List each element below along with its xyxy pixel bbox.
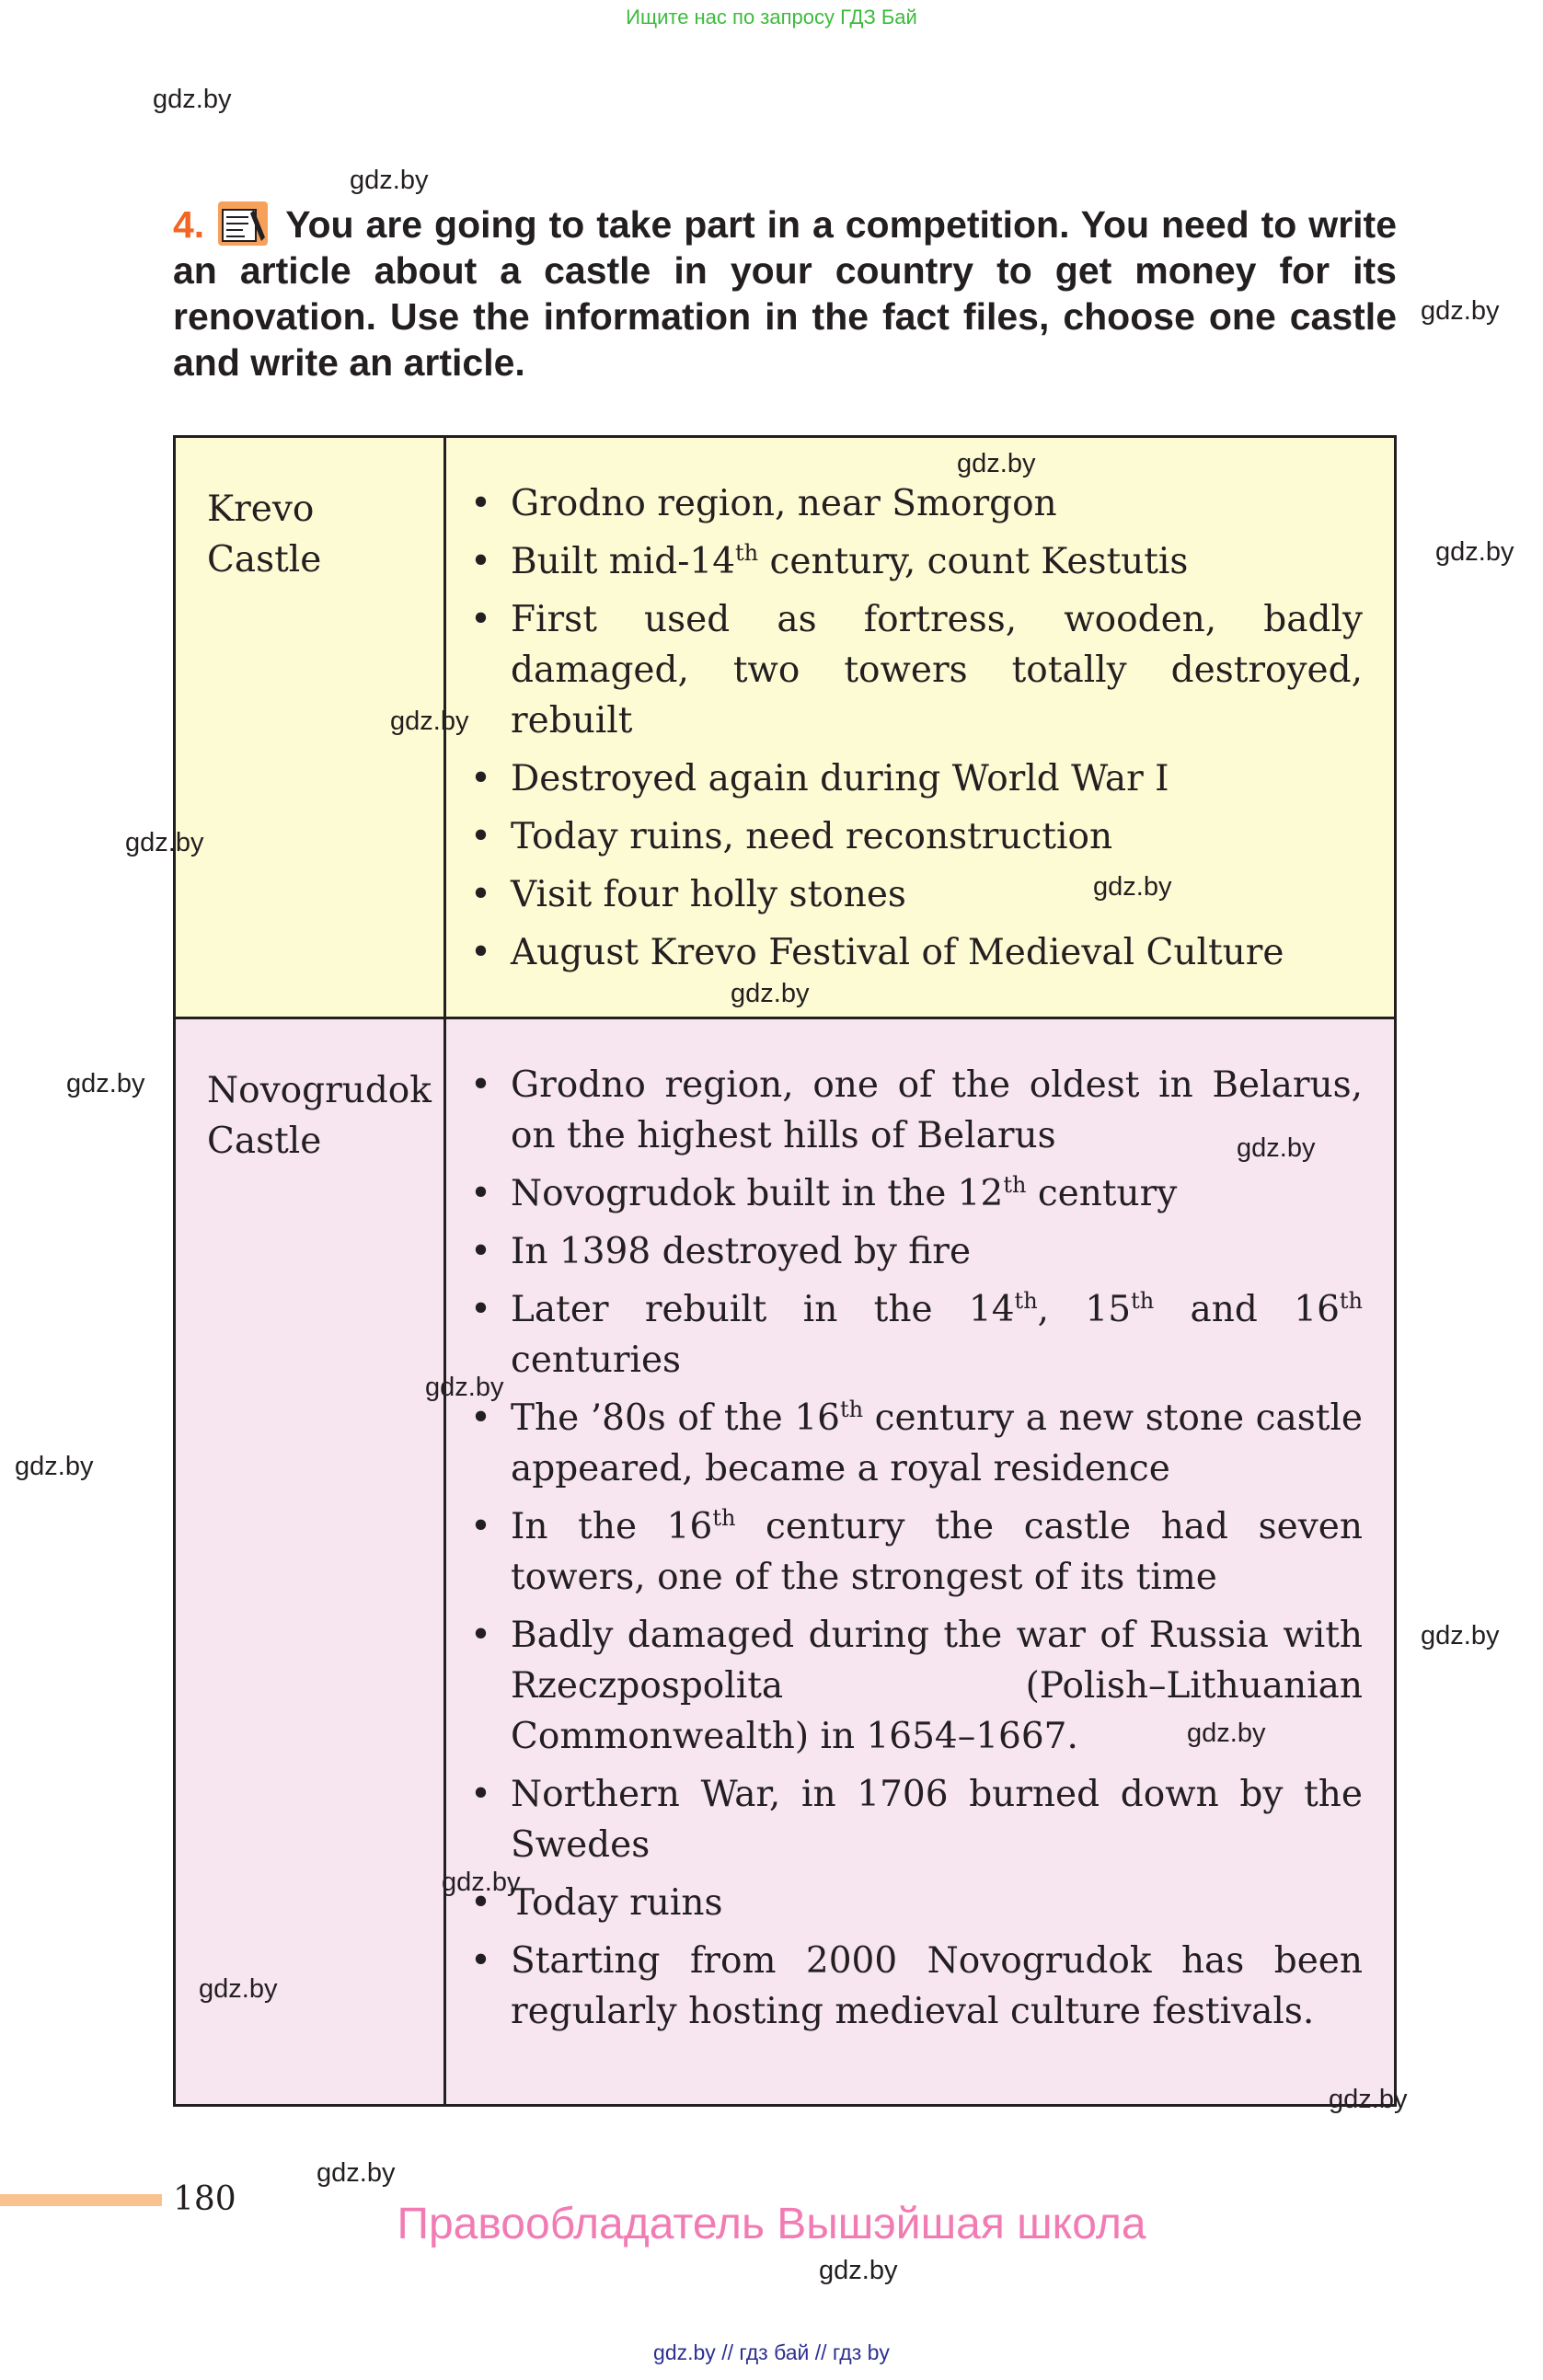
task-number: 4.: [173, 203, 205, 246]
footer-links[interactable]: gdz.by // гдз бай // гдз by: [653, 2340, 890, 2364]
watermark: gdz.by: [731, 979, 810, 1008]
fact-file-krevo: [175, 437, 1396, 1018]
watermark: gdz.by: [1421, 1621, 1500, 1650]
watermark: gdz.by: [957, 449, 1036, 478]
watermark: gdz.by: [1187, 1719, 1266, 1748]
castle-name-cell: [175, 1018, 445, 2106]
castle-name: Novogrudok: [207, 1070, 432, 1111]
fact-item: • Northern War, in 1706 burned down by the Swedes: [470, 1769, 1363, 1870]
fact-item: • Today ruins: [470, 1878, 1363, 1928]
top-banner[interactable]: Ищите нас по запросу ГДЗ Бай: [626, 6, 917, 29]
watermark: gdz.by: [153, 85, 232, 114]
watermark: gdz.by: [125, 828, 204, 857]
fact-item: • The ’80s of the 16th century a new stone castle appeared, became a royal residence: [470, 1393, 1363, 1494]
fact-list: [470, 478, 1363, 978]
fact-item: • Grodno region, one of the oldest in Belarus, on the highest hills of Belarus: [470, 1060, 1363, 1161]
fact-item: • Built mid-14th century, count Kestutis: [470, 536, 1363, 587]
watermark: gdz.by: [425, 1373, 504, 1402]
watermark: gdz.by: [15, 1452, 94, 1481]
fact-item: • First used as fortress, wooden, badly damaged, two towers totally destroyed, rebuilt: [470, 594, 1363, 746]
watermark: gdz.by: [199, 1974, 278, 2004]
fact-item: • In 1398 destroyed by fire: [470, 1226, 1363, 1277]
task-text: You are going to take part in a competition. You need to write an article about a castle in your country to get money for its renovation. Use the information in the fact files, choose one castle and write an article.: [173, 203, 1397, 384]
fact-item: • August Krevo Festival of Medieval Culture: [470, 927, 1363, 978]
watermark: gdz.by: [1435, 537, 1514, 567]
watermark: gdz.by: [350, 166, 429, 195]
fact-item: • In the 16th century the castle had seven towers, one of the strongest of its time: [470, 1501, 1363, 1603]
watermark: gdz.by: [317, 2158, 396, 2188]
watermark: gdz.by: [1421, 296, 1500, 326]
watermark: gdz.by: [819, 2256, 898, 2285]
watermark: gdz.by: [1329, 2085, 1408, 2114]
fact-item: • Novogrudok built in the 12th century: [470, 1168, 1363, 1219]
facts-cell: [445, 1018, 1396, 2106]
page-number: 180: [173, 2180, 236, 2218]
fact-list: [470, 1060, 1363, 2037]
watermark: gdz.by: [390, 707, 469, 736]
fact-file-novogrudok: [175, 1018, 1396, 2106]
castle-name: Krevo: [207, 489, 315, 530]
copyright-notice: Правообладатель Вышэйшая школа: [397, 2200, 1146, 2248]
watermark: gdz.by: [66, 1069, 145, 1098]
fact-item: • Today ruins, need reconstruction: [470, 811, 1363, 862]
fact-item: • Destroyed again during World War I: [470, 753, 1363, 804]
castle-name: Castle: [207, 539, 322, 581]
fact-item: • Badly damaged during the war of Russia with Rzeczpospolita (Polish–Lithuanian Commonwealth) in 1654–1667.: [470, 1610, 1363, 1762]
watermark: gdz.by: [442, 1868, 521, 1897]
watermark: gdz.by: [1237, 1133, 1316, 1163]
writing-icon: [217, 201, 269, 247]
fact-item: • Grodno region, near Smorgon: [470, 478, 1363, 529]
fact-item: • Visit four holly stones: [470, 869, 1363, 920]
fact-item: • Starting from 2000 Novogrudok has been regularly hosting medieval culture festivals.: [470, 1936, 1363, 2037]
fact-files-table: [173, 435, 1397, 2107]
facts-cell: [445, 437, 1396, 1018]
fact-item: • Later rebuilt in the 14th, 15th and 16th centuries: [470, 1284, 1363, 1385]
castle-name: Castle: [207, 1121, 322, 1162]
watermark: gdz.by: [1093, 872, 1172, 902]
task-instruction: [173, 201, 1397, 385]
